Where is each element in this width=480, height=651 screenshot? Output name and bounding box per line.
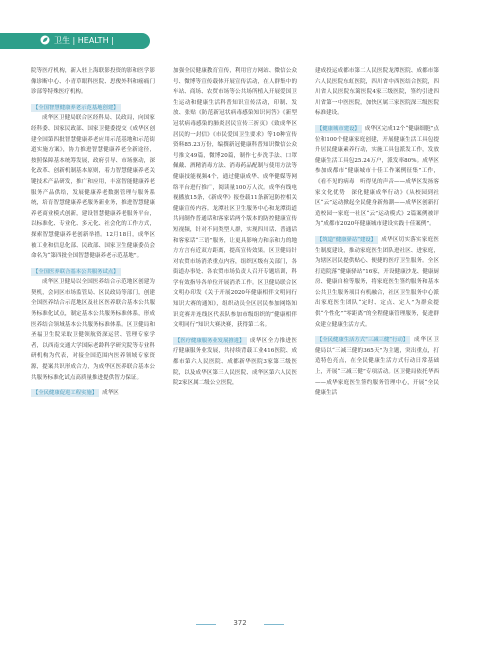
heading-label: 【全国医养联合基本公共服务试点】: [33, 268, 119, 275]
paragraph: 建成投运成都市第二人民医院龙潭医院、成都市第六人民医院东虹医院，四川省中西医结合医院，四川省人民医院东篱医院4家三级医院，签约引进四川省第一中医医院，加快区属三家医院深三级医院标准建设。: [315, 68, 439, 117]
footer-rule-right: [264, 624, 284, 625]
heading-label: 【健康城市建设】: [317, 125, 360, 132]
paragraph: 成华区卫健局联合区经科局、民政局，向国家经科委、国家民政部、国家卫健委提交《成华区创建全国第四批智慧健康养老应用示范基地和示范街道实施方案》，协力推进智慧健康养老全新途径，按照保障基本统筹发展，政府引导、市场驱动，深化改革、创新机制基本原则，着力智慧健康养老关键技术产品研发，推广和应用，丰富智能健康养老服务产品供给，发展健康养老数据管理与服务系统，培育智慧健康养老服务新业务，推进智慧健康养老商业模式创新，建设智慧健康养老服务平台，以标准化、专业化、多元化、社会化的工作方式，探索智慧健康养老创新举措。12月18日，成华区被工业和信息化部、民政部、国家卫生健康委员会命名为“第四批全国智慧健康养老示范基地”。: [31, 115, 155, 260]
paragraph-start: 成华区: [102, 390, 119, 397]
paragraph-body: 成华区切实落实家庭医生制度建设，推动家庭医生团队进社区、进家庭，为辖区居民提供贴心、便捷的医疗卫生服务。全区打造院落“健康驿站”16家，开设健康沙龙、健康厨房、健康自检等服务，将家庭医生签约服务和基本公共卫生服务项目有机融合，社区卫生服务中心派出家庭医生团队“定时、定点、定人”为群众提供“个性化”“零距离”的全程健康管理服务，促进群众建立健康生活方式。: [315, 236, 439, 328]
page-number: 372: [233, 619, 247, 627]
paragraph: 院等医疗机构，新入驻上海联影投资的影和医学影像诊断中心、小青草眼科医院、思俊外科和癌痛门诊部等特殊医疗机构。: [31, 68, 155, 96]
section-paragraph: [315, 335, 439, 399]
heading-label: 【全民健康促进工程实施】: [33, 390, 98, 397]
section-heading: [31, 388, 155, 399]
heading-label: 【筑造“健康驿站”建设】: [317, 236, 377, 243]
paragraph: 成华区卫健局以全国医养结合示范地区创建为契机，会同区市场监管局、区民政局等部门，创建全国医养结合示范地区及社区医养联合基本公共服务标准化试点，制定基本公共服务标准体系，形成医养结合领域基本公共服务标准体系。区卫健局和圣福卫生院采取卫健领航资深运营、管理专家学者，以西南交通大学国际老龄科学研究院等专业科研机构为代表，对接全国范围内医养领域专家资源，提案共识形成合力，为成华区医养联合基本公共服务标准化试点高质量推进提供智力保证。: [31, 279, 155, 381]
paragraph-body: 成华区全力推进医疗健康服务业发展，共持续背载工业416医院、成都市第六人民医院、成都新华医院3家第三级医院，以及成华区第三人民医院、成华区第六人民医院2家区属二级公立医院，: [173, 337, 297, 387]
text-column-3: [315, 66, 439, 399]
heading-label: 【全民健康生活方式“三减三健”行动】: [317, 337, 409, 344]
heading-label: 【全国智慧健康养老示范基地创建】: [33, 104, 119, 111]
health-leaf-icon: [40, 35, 50, 45]
paragraph: 加强全民健康教育宣传，利用官方网站、微信公众号、微博等宣传载体开展宣传活动，在人群集中的车站、商场、农贸市场等公共场所植入开展爱国卫生运动和健康生活科普知识宣传活动，印制、发放、张贴《防范新冠状病毒感染知识问答》《新型冠状病毒感染的肺炎居民宣传三折页》《致成华区居民的一封信》《市民爱国卫生要求》等10种宣传资料85.23万份，编撰新冠健康科普知识微信公众号推文49篇，微博20篇，制作七步洗手法、口罩佩戴、酒精消毒方法、消毒药品配制与使用方法等健康技能视频4个，通过健康成华、成华健媒等网络平台进行推广，阅读量100万人次。成华有线电视播放15条，《新成华》报登载11条新冠防控相关健康宣传内容。龙潭社区卫生服务中心和龙潭街道共同制作普通话和客家话两个版本的防控健康宣传短视频，针对不同类型人群，实现四川话、普通话和客家话“三语”服务，让更具影响力和亲和力的地方方言有近双方距离，提高宣传效果。区卫健局针对农贸市场消杀重点内容，组织区级有关部门，各街道办事处、各农贸市场负责人召开专题培训，科学有效指导各单位开展消杀工作。区卫健局联合区文明办印发《关于开展2020年健康相伴文明同行知识大赛的通知》，组织动员全区居民参加网络知识竞赛并连线区代表队参加市级组织的“健康相伴文明同行”知识大赛决赛，获得第二名。: [173, 68, 297, 329]
text-column-2: [173, 66, 297, 389]
section-heading: [31, 267, 155, 278]
section-paragraph: [315, 235, 439, 330]
section-title: 卫生 | HEALTH |: [54, 36, 114, 45]
section-paragraph: [173, 336, 297, 389]
section-heading: [31, 103, 155, 114]
text-column-1: [31, 66, 155, 399]
paragraph-body: 成华区完成12个“健康细胞”点位和100个健康家庭创建，开展健康生活工具包提升居民健康素养行动，实施工具包派发工作，发放健康生活工具包25.24万户，派发率80%。成华区参加成都市“健康城市十佳工作案例征集”工作，《看不见的病毒 听得见的声音——成华区发扬客家文化优势 深化健康成华行动》《从校园到社区“云”运动掀起全民健身新热潮——成华区创新打造校园一家庭一社区“云”运动模式》2篇案例被评为“成都市2020年健康城市建设实践十佳案例”。: [315, 125, 439, 228]
heading-label: 【医疗健康服务业发展推进】: [175, 337, 245, 344]
section-paragraph: [315, 124, 439, 230]
paragraph-body: 成华区卫健局以“三减三健的365天”为主题，突出重点，打造特色亮点，在全民健康生活方式行动日常基础上，开展“三减三健”专项活动。区卫健局依托华西——成华家庭医生签约服务管理中心，开展“全民健康生活: [315, 337, 439, 397]
